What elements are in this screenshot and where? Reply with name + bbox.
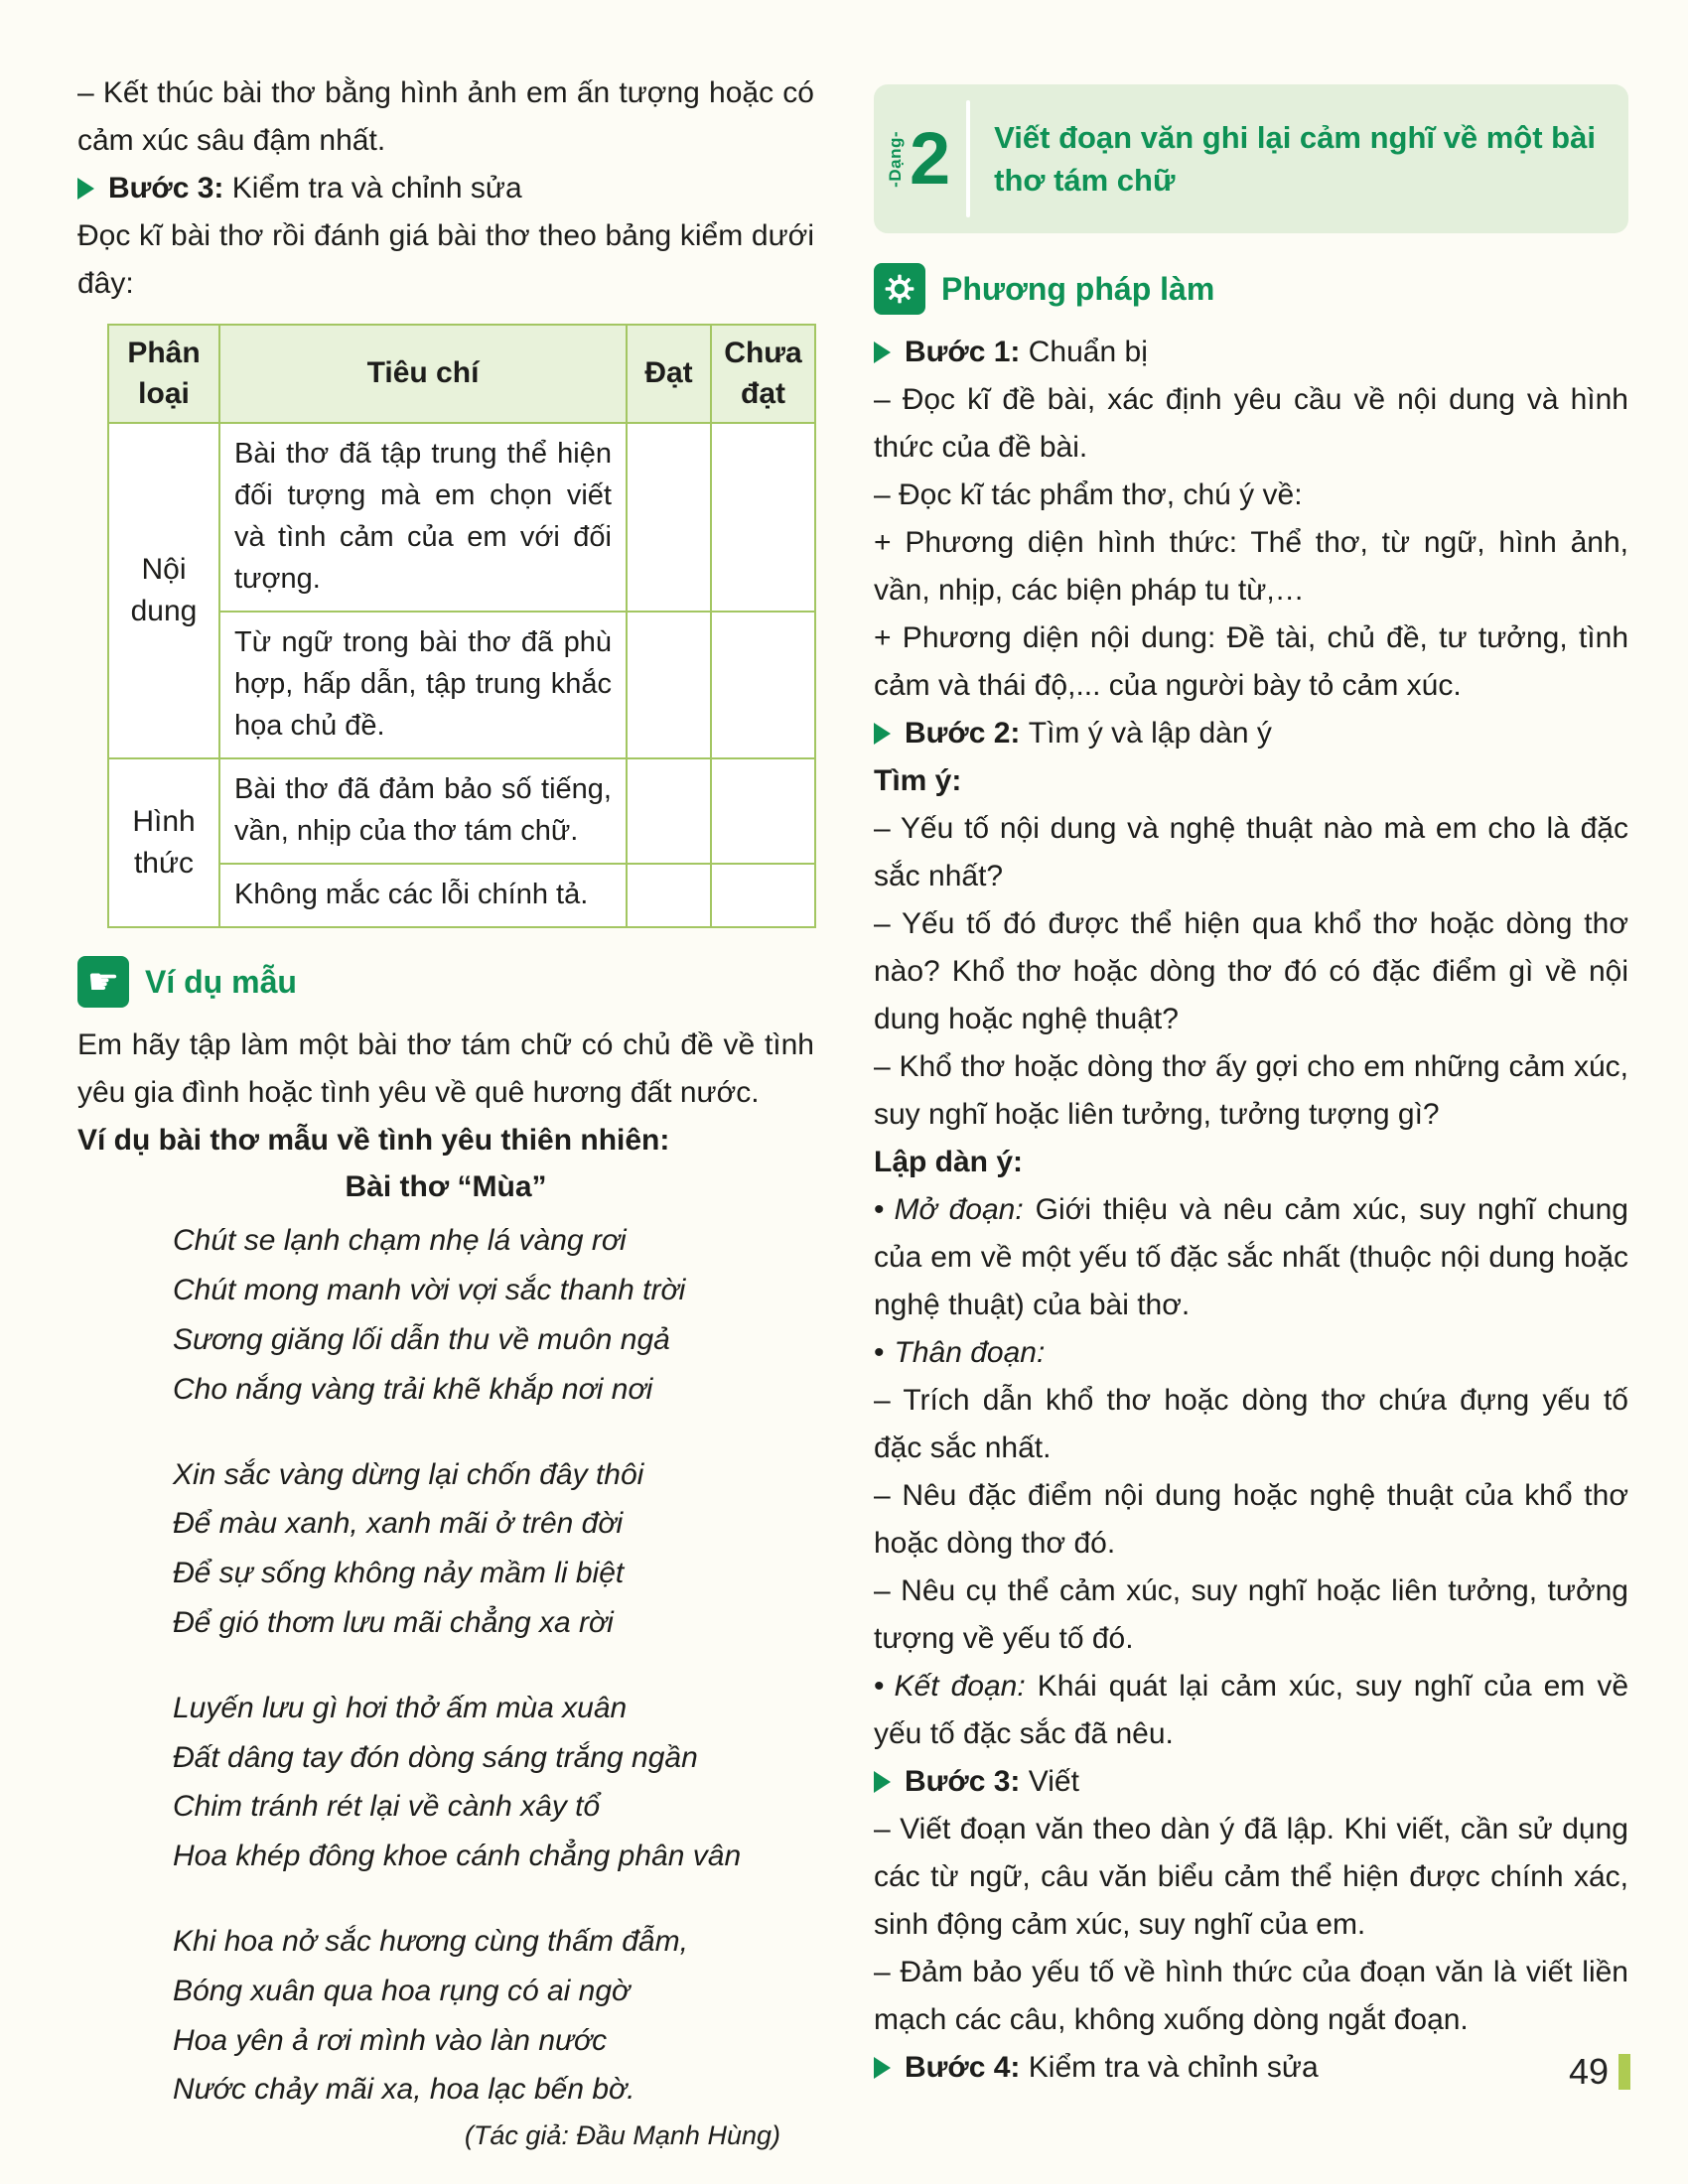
dat-cell [627,758,711,864]
right-column [874,84,1637,2092]
poem-line: Cho nắng vàng trải khẽ khắp nơi nơi [173,1372,653,1406]
poem-line: Xin sắc vàng dừng lại chốn đây thôi [173,1457,644,1491]
step-1-heading [874,329,1628,376]
paragraph: + Phương diện nội dung: Đề tài, chủ đề, tư tưởng, tình cảm và thái độ,... của người bày tỏ cảm xúc. [874,621,1628,702]
paragraph: – Đọc kĩ đề bài, xác định yêu cầu về nội dung và hình thức của đề bài. [874,383,1628,464]
step-3-heading [874,1758,1628,1806]
step-label: Bước 3: [108,172,224,205]
poem-line: Hoa yên ả rơi mình vào làn nước [173,2023,608,2057]
dang-2-banner [874,84,1628,233]
step-text: Kiểm tra và chỉnh sửa [223,172,522,205]
dat-cell [627,612,711,758]
assessment-table [107,324,816,928]
left-column [77,69,814,2151]
chua-dat-cell [711,864,815,927]
table-row [108,758,815,864]
paragraph: – Yếu tố nội dung và nghệ thuật nào mà em cho là đặc sắc nhất? [874,812,1628,892]
step-text: Viết [1020,1765,1079,1798]
poem-line: Khi hoa nở sắc hương cùng thấm đẫm, [173,1925,688,1959]
gear-icon [874,263,925,315]
step-label: Bước 1: [905,336,1021,368]
example-section-heading [77,956,814,1008]
find-ideas-heading: Tìm ý: [874,764,962,797]
poem-line: Hoa khép đông khoe cánh chẳng phân vân [173,1840,742,1873]
outline-text: Khái quát lại cảm xúc, suy nghĩ của em về yếu tố đặc sắc đã nêu. [874,1670,1637,1750]
dat-cell [627,864,711,927]
table-row [108,423,815,612]
paragraph-ending-note: – Kết thúc bài thơ bằng hình ảnh em ấn tượng hoặc có cảm xúc sâu đậm nhất. [77,76,814,157]
triangle-bullet-icon [874,723,891,745]
dang-vertical-tag: -Dạng- [886,130,905,188]
paragraph: – Khổ thơ hoặc dòng thơ ấy gợi cho em những cảm xúc, suy nghĩ hoặc liên tưởng, tưởng tượng gì? [874,1050,1628,1131]
poem-line: Luyến lưu gì hơi thở ấm mùa xuân [173,1691,628,1724]
step-text: Tìm ý và lập dàn ý [1020,717,1272,750]
paragraph: + Phương diện hình thức: Thể thơ, từ ngữ, hình ảnh, vần, nhịp, các biện pháp tu từ,… [874,526,1628,607]
example-subheading: Ví dụ bài thơ mẫu về tình yêu thiên nhiên: [77,1124,670,1158]
poem-stanza [173,1216,814,1414]
banner-divider [966,100,970,217]
poem-line: Bóng xuân qua hoa rụng có ai ngờ [173,1974,631,2007]
criterion-cell: Từ ngữ trong bài thơ đã phù hợp, hấp dẫn, tập trung khắc họa chủ đề. [219,612,627,758]
triangle-bullet-icon [874,2057,891,2079]
outline-lead: Mở đoạn: [894,1193,1024,1226]
step-label: Bước 3: [905,1765,1021,1798]
paragraph: – Đảm bảo yếu tố về hình thức của đoạn văn là viết liền mạch các câu, không xuống dòng ngắt đoạn. [874,1956,1628,2036]
criterion-cell: Không mắc các lỗi chính tả. [219,864,627,927]
poem-line: Đất dâng tay đón dòng sáng trắng ngần [173,1740,698,1774]
poem-title: Bài thơ “Mùa” [345,1170,547,1204]
step-2-heading [874,710,1628,757]
category-noi-dung: Nội dung [108,423,219,758]
header-dat: Đạt [627,325,711,423]
poem-line: Chút se lạnh chạm nhẹ lá vàng rơi [173,1224,627,1258]
triangle-bullet-icon [874,341,891,363]
poem [173,1216,814,2115]
step-label: Bước 2: [905,717,1021,750]
outline-text: Giới thiệu và nêu cảm xúc, suy nghĩ chung của em về một yếu tố đặc sắc nhất (thuộc nội dung hoặc nghệ thuật) của bài thơ. [874,1193,1637,1321]
example-intro: Em hãy tập làm một bài thơ tám chữ có chủ đề về tình yêu gia đình hoặc tình yêu về quê hương đất nước. [77,1028,814,1110]
paragraph: – Nêu đặc điểm nội dung hoặc nghệ thuật của khổ thơ hoặc dòng thơ đó. [874,1479,1628,1560]
dang-title: Viết đoạn văn ghi lại cảm nghĩ về một bài thơ tám chữ [994,119,1596,198]
paragraph: – Đọc kĩ tác phẩm thơ, chú ý về: [874,478,1303,511]
poem-line: Sương giăng lối dẫn thu về muôn ngả [173,1323,670,1357]
bullet-dot: • [874,1336,885,1369]
outline-heading: Lập dàn ý: [874,1146,1024,1178]
header-tieu-chi: Tiêu chí [219,325,627,423]
outline-body-item [874,1329,1628,1377]
paragraph: – Trích dẫn khổ thơ hoặc dòng thơ chứa đựng yếu tố đặc sắc nhất. [874,1384,1628,1464]
method-heading [874,263,1628,315]
method-heading-label: Phương pháp làm [941,270,1215,307]
chua-dat-cell [711,758,815,864]
outline-lead: Thân đoạn: [894,1336,1046,1369]
outline-open-item [874,1186,1637,1329]
pointing-hand-icon: ☛ [77,956,129,1008]
dang-number: 2 [910,117,951,200]
triangle-bullet-icon [77,178,94,200]
poem-line: Để sự sống không nảy mầm li biệt [173,1557,625,1590]
page-number-value: 49 [1568,2051,1609,2092]
header-phan-loai: Phân loại [108,325,219,423]
paragraph: – Yếu tố đó được thể hiện qua khổ thơ hoặc dòng thơ nào? Khổ thơ hoặc dòng thơ đó có đặc điểm gì về nội dung hoặc nghệ thuật? [874,907,1628,1035]
poem-author: (Tác giả: Đầu Mạnh Hùng) [464,2120,780,2151]
poem-line: Để gió thơm lưu mãi chẳng xa rời [173,1606,614,1640]
poem-line: Để màu xanh, xanh mãi ở trên đời [173,1507,624,1541]
step-3-heading-left [77,165,814,212]
outline-lead: Kết đoạn: [894,1670,1026,1703]
page-number-bar [1618,2054,1630,2090]
paragraph: – Nêu cụ thể cảm xúc, suy nghĩ hoặc liên tưởng, tưởng tượng về yếu tố đó. [874,1574,1628,1655]
example-heading-label: Ví dụ mẫu [145,963,297,1000]
criterion-cell: Bài thơ đã tập trung thể hiện đối tượng mà em chọn viết và tình cảm của em với đối tượng. [219,423,627,612]
poem-line: Chút mong manh vời vợi sắc thanh trời [173,1274,686,1307]
step-label: Bước 4: [905,2051,1021,2084]
page-number [1569,2051,1630,2093]
header-chua-dat: Chưa đạt [711,325,815,423]
step-text: Kiểm tra và chỉnh sửa [1020,2051,1319,2084]
bullet-dot: • [874,1670,885,1703]
category-hinh-thuc: Hình thức [108,758,219,927]
table-header-row [108,325,815,423]
step-4-heading [874,2044,1628,2092]
poem-line: Nước chảy mãi xa, hoa lạc bến bờ. [173,2073,635,2107]
triangle-bullet-icon [874,1771,891,1793]
poem-stanza [173,1450,814,1648]
poem-stanza [173,1684,814,1881]
paragraph: – Viết đoạn văn theo dàn ý đã lập. Khi viết, cần sử dụng các từ ngữ, câu văn biểu cảm thể hiện được chính xác, sinh động cảm xúc, suy nghĩ của em. [874,1813,1628,1941]
criterion-cell: Bài thơ đã đảm bảo số tiếng, vần, nhịp của thơ tám chữ. [219,758,627,864]
poem-line: Chim tránh rét lại về cành xây tổ [173,1790,601,1824]
step-text: Chuẩn bị [1020,336,1148,368]
chua-dat-cell [711,423,815,612]
dat-cell [627,423,711,612]
paragraph-table-intro: Đọc kĩ bài thơ rồi đánh giá bài thơ theo bảng kiểm dưới đây: [77,219,814,300]
chua-dat-cell [711,612,815,758]
bullet-dot: • [874,1193,885,1226]
outline-close-item [874,1663,1637,1758]
poem-stanza [173,1917,814,2115]
